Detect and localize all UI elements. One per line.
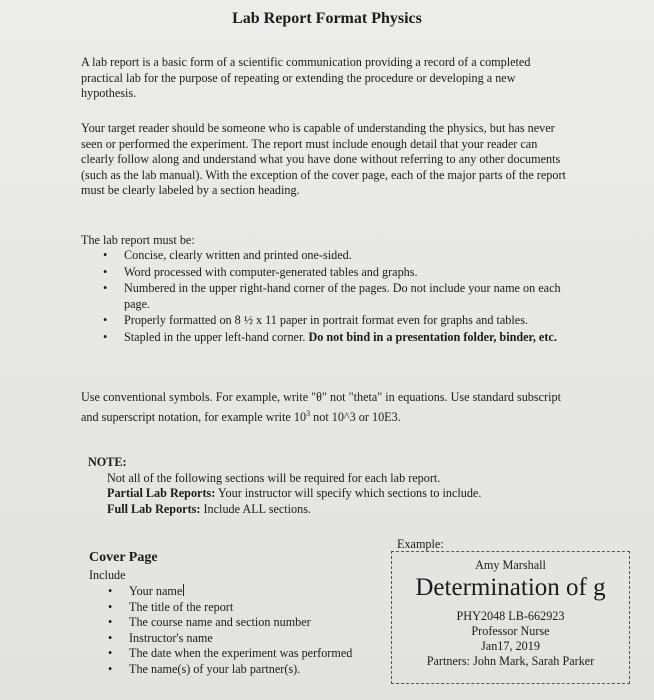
example-title: Determination of g (415, 574, 606, 601)
text-cursor (183, 584, 184, 596)
example-professor: Professor Nurse (471, 624, 550, 638)
example-label: Example: (397, 537, 444, 551)
list-item: • Properly formatted on 8 ½ x 11 paper in portrait format even for graphs and tables. (103, 313, 528, 327)
list-item: • Concise, clearly written and printed one-sided. (103, 248, 352, 262)
list-item: • The course name and section number (108, 615, 311, 629)
example-date: Jan17, 2019 (481, 639, 540, 653)
list-item: • Word processed with computer-generated tables and graphs. (103, 264, 418, 279)
example-author: Amy Marshall (475, 558, 546, 572)
cover-include-label: Include (89, 568, 126, 582)
list-item: • Stapled in the upper left-hand corner. Do not bind in a presentation folder, binder, etc. (103, 329, 557, 344)
example-cover-box (391, 551, 630, 684)
cover-page-heading: Cover Page (89, 550, 158, 565)
list-item: • The name(s) of your lab partner(s). (108, 661, 301, 676)
list-item: • Instructor's name (108, 630, 213, 645)
cover-items-list (105, 584, 395, 677)
list-item: • Your name (108, 584, 183, 598)
symbols-paragraph: Use conventional symbols. For example, write "θ" not "theta" in equations. Use standard subscript and superscript notation, for example write $10^3$ not 10^3 or 10E3. (81, 390, 561, 424)
requirements-heading: The lab report must be: (81, 233, 195, 247)
list-item: • The date when the experiment was performed (108, 646, 353, 660)
note-label: NOTE: (88, 455, 127, 469)
reader-paragraph: Your target reader should be someone who is capable of understanding the physics, but has never seen or performed the experiment. The report must include enough detail that your reader can clearly follow along and understand what you have done without referring to any other documents (such as the lab manual). With the exception of the cover page, each of the major parts of the report must be clearly labeled by a section heading. (81, 121, 566, 197)
list-item: • Numbered in the upper right-hand corner of the pages. Do not include your name on each page. (103, 281, 561, 311)
requirements-list (100, 248, 570, 346)
staple-warning: Do not bind in a presentation folder, binder, etc. (308, 329, 557, 344)
example-partners: Partners: John Mark, Sarah Parker (426, 654, 595, 668)
example-course: PHY2048 LB-662923 (456, 609, 565, 623)
note-block: NOTE: Not all of the following sections will be required for each lab report. Partial Lab Reports: Your instructor will specify which sections to include. Full Lab Reports: Include ALL sections. (88, 455, 482, 516)
intro-paragraph: A lab report is a basic form of a scientific communication providing a record of a completed practical lab for the purpose of repeating or extending the procedure or developing a new hypothesis. (81, 55, 531, 100)
list-item: • The title of the report (108, 599, 234, 614)
page-title: Lab Report Format Physics (232, 10, 422, 27)
